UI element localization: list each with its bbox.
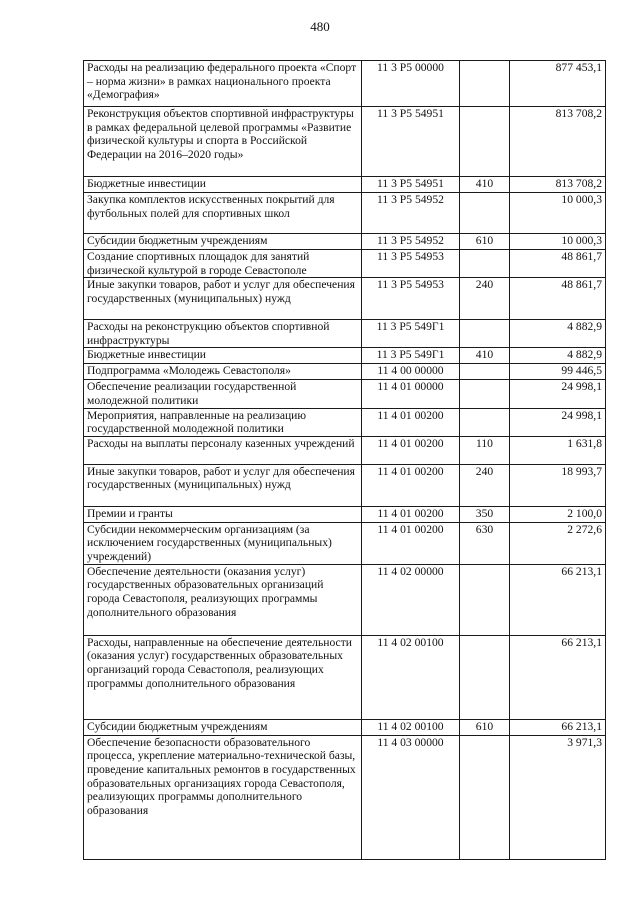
row-name-cell: Обеспечение реализации государственной молодежной политики [84, 380, 362, 408]
row-sum-cell: 2 100,0 [510, 506, 606, 522]
row-vr-cell [460, 635, 510, 719]
row-name-cell: Закупка комплектов искусственных покрытий для футбольных полей для спортивных школ [84, 193, 362, 234]
table-row [84, 635, 606, 719]
row-vr-cell [460, 564, 510, 635]
row-sum-cell: 48 861,7 [510, 278, 606, 320]
table-row [84, 522, 606, 564]
row-name-cell: Субсидии бюджетным учреждениям [84, 234, 362, 250]
row-name-cell: Субсидии некоммерческим организациям (за исключением государственных (муниципальных) учреждений) [84, 522, 362, 564]
row-csr-cell: 11 3 P5 549Г1 [362, 320, 460, 348]
table-row [84, 177, 606, 193]
row-name-cell: Создание спортивных площадок для занятий физической культурой в городе Севастополе [84, 250, 362, 278]
row-csr-cell: 11 4 01 00200 [362, 408, 460, 436]
table-row [84, 408, 606, 436]
row-csr-cell: 11 4 02 00000 [362, 564, 460, 635]
row-vr-cell [460, 107, 510, 177]
row-vr-cell: 610 [460, 719, 510, 735]
row-vr-cell [460, 364, 510, 380]
row-sum-cell: 18 993,7 [510, 464, 606, 506]
row-name-cell: Мероприятия, направленные на реализацию государственной молодежной политики [84, 408, 362, 436]
row-csr-cell: 11 4 02 00100 [362, 719, 460, 735]
row-vr-cell [460, 61, 510, 107]
budget-table-body [84, 61, 606, 860]
row-name-cell: Иные закупки товаров, работ и услуг для обеспечения государственных (муниципальных) нужд [84, 464, 362, 506]
table-row [84, 320, 606, 348]
row-csr-cell: 11 4 01 00200 [362, 464, 460, 506]
row-name-cell: Субсидии бюджетным учреждениям [84, 719, 362, 735]
table-row [84, 364, 606, 380]
row-name-cell: Премии и гранты [84, 506, 362, 522]
row-name-cell: Обеспечение безопасности образовательного процесса, укрепление материально-технической базы, проведение капитальных ремонтов в государственных образовательных организациях города Севастополя, реализующих программы дополнительного образования [84, 735, 362, 859]
table-row [84, 380, 606, 408]
row-vr-cell [460, 408, 510, 436]
table-row [84, 436, 606, 464]
table-row [84, 719, 606, 735]
row-vr-cell: 410 [460, 177, 510, 193]
row-vr-cell [460, 735, 510, 859]
row-vr-cell: 350 [460, 506, 510, 522]
row-name-cell: Реконструкция объектов спортивной инфраструктуры в рамках федеральной целевой программы «Развитие физической культуры и спорта в Российской Федерации на 2016–2020 годы» [84, 107, 362, 177]
row-sum-cell: 24 998,1 [510, 380, 606, 408]
row-sum-cell: 1 631,8 [510, 436, 606, 464]
row-name-cell: Обеспечение деятельности (оказания услуг) государственных образовательных организаций города Севастополя, реализующих программы дополнительного образования [84, 564, 362, 635]
page-number: 480 [310, 19, 330, 34]
table-row [84, 193, 606, 234]
row-csr-cell: 11 4 01 00200 [362, 522, 460, 564]
row-csr-cell: 11 4 01 00200 [362, 506, 460, 522]
table-row [84, 278, 606, 320]
row-csr-cell: 11 3 P5 54953 [362, 278, 460, 320]
row-vr-cell [460, 320, 510, 348]
row-name-cell: Бюджетные инвестиции [84, 348, 362, 364]
row-sum-cell: 10 000,3 [510, 234, 606, 250]
table-row [84, 735, 606, 859]
row-name-cell: Бюджетные инвестиции [84, 177, 362, 193]
row-sum-cell: 4 882,9 [510, 348, 606, 364]
row-vr-cell: 240 [460, 278, 510, 320]
row-vr-cell: 630 [460, 522, 510, 564]
row-csr-cell: 11 3 P5 54951 [362, 107, 460, 177]
row-name-cell: Подпрограмма «Молодежь Севастополя» [84, 364, 362, 380]
row-sum-cell: 877 453,1 [510, 61, 606, 107]
row-name-cell: Иные закупки товаров, работ и услуг для обеспечения государственных (муниципальных) нужд [84, 278, 362, 320]
table-row [84, 234, 606, 250]
row-csr-cell: 11 3 P5 54952 [362, 234, 460, 250]
table-row [84, 506, 606, 522]
row-sum-cell: 2 272,6 [510, 522, 606, 564]
budget-table [83, 60, 606, 860]
row-name-cell: Расходы, направленные на обеспечение деятельности (оказания услуг) государственных образовательных организаций города Севастополя, реализующих программы дополнительного образования [84, 635, 362, 719]
row-csr-cell: 11 4 02 00100 [362, 635, 460, 719]
row-sum-cell: 813 708,2 [510, 177, 606, 193]
row-vr-cell [460, 250, 510, 278]
row-name-cell: Расходы на реконструкцию объектов спортивной инфраструктуры [84, 320, 362, 348]
table-row [84, 564, 606, 635]
row-sum-cell: 66 213,1 [510, 635, 606, 719]
row-name-cell: Расходы на выплаты персоналу казенных учреждений [84, 436, 362, 464]
row-sum-cell: 99 446,5 [510, 364, 606, 380]
row-csr-cell: 11 3 P5 54951 [362, 177, 460, 193]
row-sum-cell: 66 213,1 [510, 719, 606, 735]
row-sum-cell: 48 861,7 [510, 250, 606, 278]
row-csr-cell: 11 4 03 00000 [362, 735, 460, 859]
row-vr-cell [460, 380, 510, 408]
row-vr-cell: 240 [460, 464, 510, 506]
row-vr-cell [460, 193, 510, 234]
row-vr-cell: 410 [460, 348, 510, 364]
table-row [84, 464, 606, 506]
row-sum-cell: 24 998,1 [510, 408, 606, 436]
row-csr-cell: 11 4 01 00200 [362, 436, 460, 464]
row-sum-cell: 813 708,2 [510, 107, 606, 177]
row-sum-cell: 10 000,3 [510, 193, 606, 234]
table-row [84, 250, 606, 278]
row-sum-cell: 4 882,9 [510, 320, 606, 348]
row-vr-cell: 110 [460, 436, 510, 464]
table-row [84, 348, 606, 364]
row-vr-cell: 610 [460, 234, 510, 250]
row-sum-cell: 3 971,3 [510, 735, 606, 859]
row-name-cell: Расходы на реализацию федерального проекта «Спорт – норма жизни» в рамках национального проекта «Демография» [84, 61, 362, 107]
row-csr-cell: 11 3 P5 54952 [362, 193, 460, 234]
row-sum-cell: 66 213,1 [510, 564, 606, 635]
row-csr-cell: 11 3 P5 549Г1 [362, 348, 460, 364]
row-csr-cell: 11 3 P5 00000 [362, 61, 460, 107]
row-csr-cell: 11 4 01 00000 [362, 380, 460, 408]
row-csr-cell: 11 4 00 00000 [362, 364, 460, 380]
row-csr-cell: 11 3 P5 54953 [362, 250, 460, 278]
table-row [84, 61, 606, 107]
table-row [84, 107, 606, 177]
